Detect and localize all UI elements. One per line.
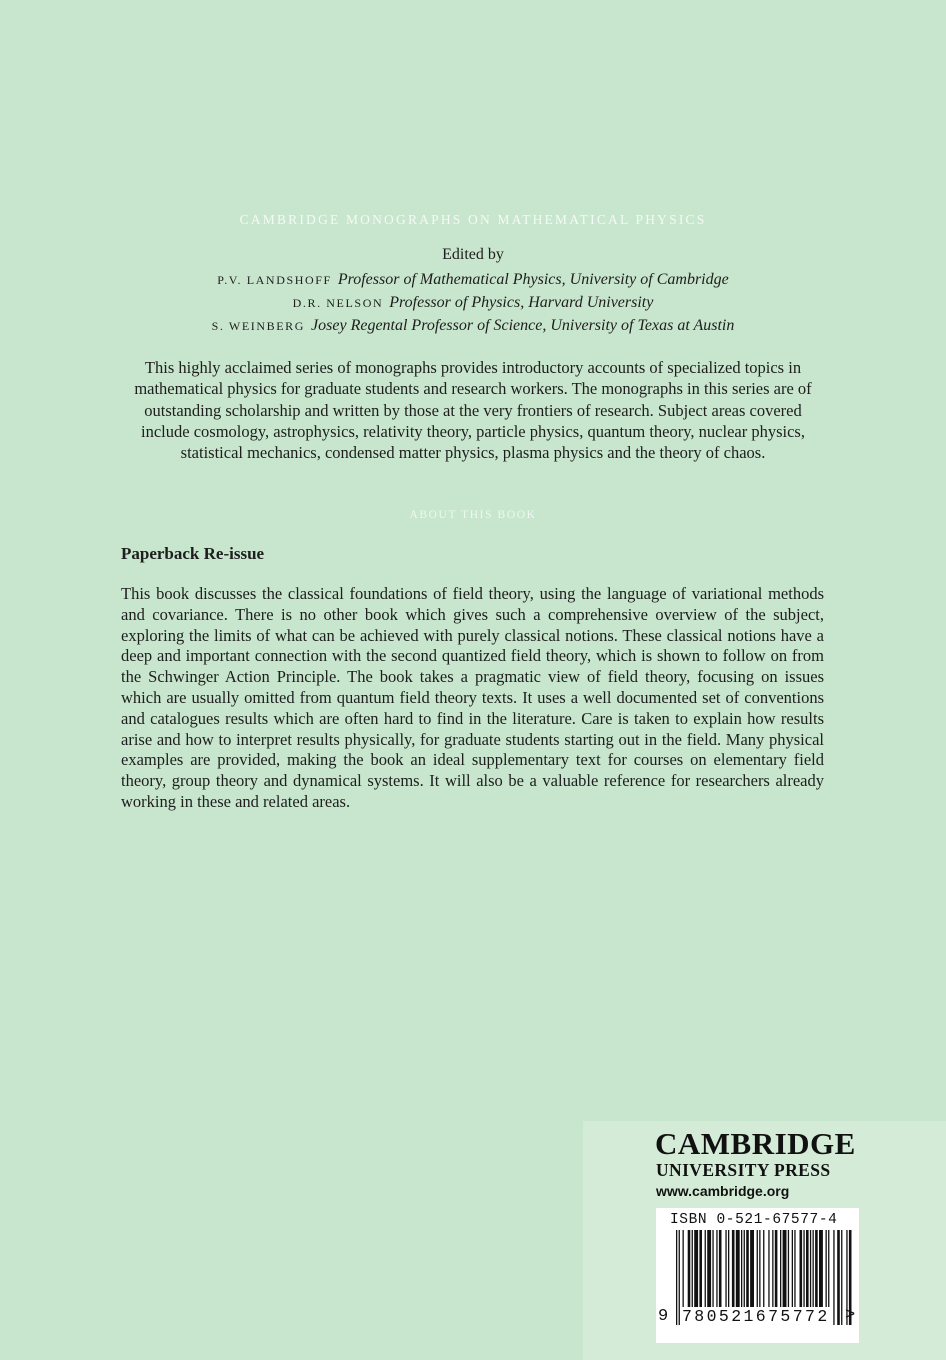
editor-line <box>0 294 946 312</box>
series-description: This highly acclaimed series of monographs provides introductory accounts of specialized topics in mathematical physics for graduate students and research workers. The monographs in this series are of outstanding scholarship and written by those at the very frontiers of research. Subject areas covered include cosmology, astrophysics, relativity theory, particle physics, quantum theory, nuclear physics, statistical mechanics, condensed matter physics, plasma physics and the theory of chaos. <box>134 358 812 463</box>
publisher-subname: UNIVERSITY PRESS <box>656 1160 831 1180</box>
isbn-text: ISBN 0-521-67577-4 <box>670 1212 838 1228</box>
book-blurb: This book discusses the classical foundations of field theory, using the language of variational methods and covariance. There is no other book which gives such a comprehensive overview of the subject, exploring the limits of what can be achieved with purely classical notions. These classical notions have a deep and important connection with the second quantized field theory, which is shown to follow on from the Schwinger Action Principle. The book takes a pragmatic view of field theory, focusing on issues which are usually omitted from quantum field theory texts. It uses a well documented set of conventions and catalogues results which are often hard to find in the literature. Care is taken to explain how results arise and how to interpret results physically, for graduate students starting out in the field. Many physical examples are provided, making the book an ideal supplementary text for courses on elementary field theory, group theory and dynamical systems. It will also be a valuable reference for researchers already working in these and related areas. <box>121 584 824 811</box>
publisher-url: www.cambridge.org <box>656 1183 790 1199</box>
about-heading: ABOUT THIS BOOK <box>409 509 537 521</box>
editor-name: D.R. NELSON <box>292 296 384 310</box>
editor-name: S. WEINBERG <box>211 319 306 333</box>
publisher-name: CAMBRIDGE <box>655 1126 856 1161</box>
ean-lead-digit: 9 <box>658 1307 669 1326</box>
ean-digits: 780521675772 <box>682 1307 830 1326</box>
barcode-stripe <box>837 1230 840 1325</box>
series-title: CAMBRIDGE MONOGRAPHS ON MATHEMATICAL PHYSICS <box>239 212 707 227</box>
barcode-stripe <box>841 1230 842 1325</box>
reissue-subtitle: Paperback Re-issue <box>121 544 265 563</box>
barcode-stripe <box>833 1230 834 1325</box>
ean-guard-mark: > <box>845 1306 856 1325</box>
editor-affiliation: Professor of Physics, Harvard University <box>389 294 654 311</box>
editor-line <box>0 271 946 289</box>
editor-affiliation: Professor of Mathematical Physics, University of Cambridge <box>337 271 729 288</box>
editor-name: P.V. LANDSHOFF <box>217 273 332 287</box>
editor-line <box>0 317 946 335</box>
editor-affiliation: Josey Regental Professor of Science, University of Texas at Austin <box>311 317 735 334</box>
barcode-stripe <box>676 1230 677 1325</box>
barcode-stripe <box>679 1230 680 1325</box>
edited-by-label: Edited by <box>442 246 504 263</box>
